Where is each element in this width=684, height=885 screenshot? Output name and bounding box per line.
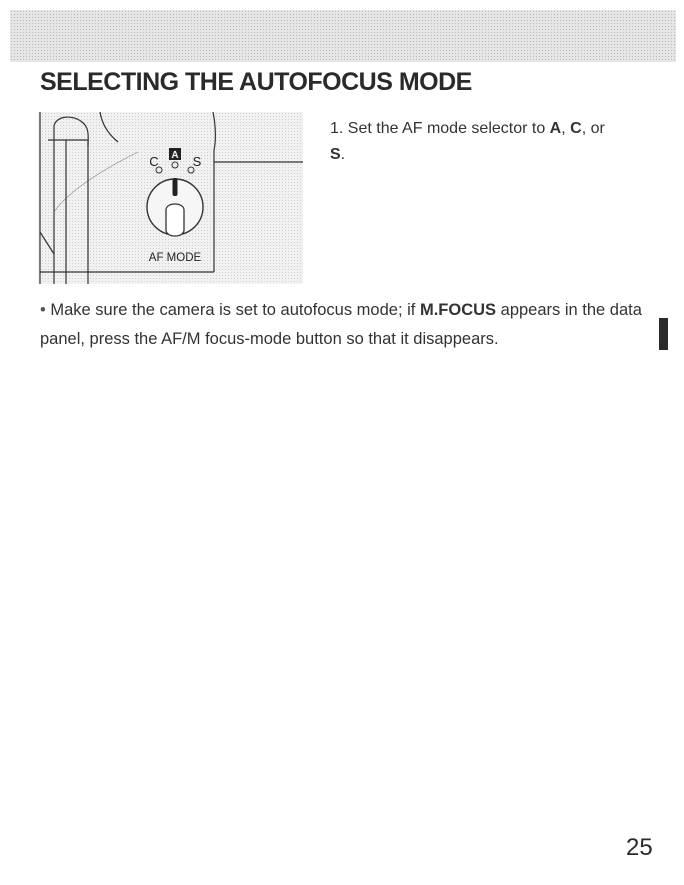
dial-letter-s: S	[192, 154, 202, 169]
dial-letter-c: C	[149, 154, 159, 169]
note-text-end: appears in the data panel, press the AF/M focus-mode button so that it disappears.	[40, 301, 642, 348]
page-number: 25	[626, 834, 653, 861]
mode-c-label: C	[570, 120, 582, 137]
m-focus-keyword: M.FOCUS	[419, 301, 497, 319]
autofocus-note	[40, 296, 660, 354]
step-1-instruction	[330, 116, 650, 168]
af-mode-selector-illustration	[38, 112, 303, 284]
step-1-text: 1. Set the AF mode selector to	[330, 120, 550, 137]
dial-position-dots	[156, 162, 194, 173]
dial-lever	[166, 204, 184, 236]
mode-a-label: A	[549, 120, 562, 137]
note-text-start: Make sure the camera is set to autofocus mode; if	[45, 301, 420, 319]
step-1-separator-or: , or	[581, 120, 605, 137]
page-title: SELECTING THE AUTOFOCUS MODE	[40, 68, 472, 96]
step-1-separator: ,	[561, 120, 571, 137]
step-1-end: .	[340, 146, 346, 163]
af-mode-dial	[147, 178, 203, 236]
camera-body-drawing	[38, 112, 303, 284]
dial-caption: AF MODE	[148, 252, 202, 264]
mode-s-label: S	[330, 146, 341, 163]
chapter-tab-marker	[659, 318, 668, 350]
dial-index-mark	[173, 178, 178, 196]
header-band	[10, 10, 676, 62]
bullet-icon: •	[40, 301, 46, 319]
dial-letter-a: A	[171, 150, 179, 161]
